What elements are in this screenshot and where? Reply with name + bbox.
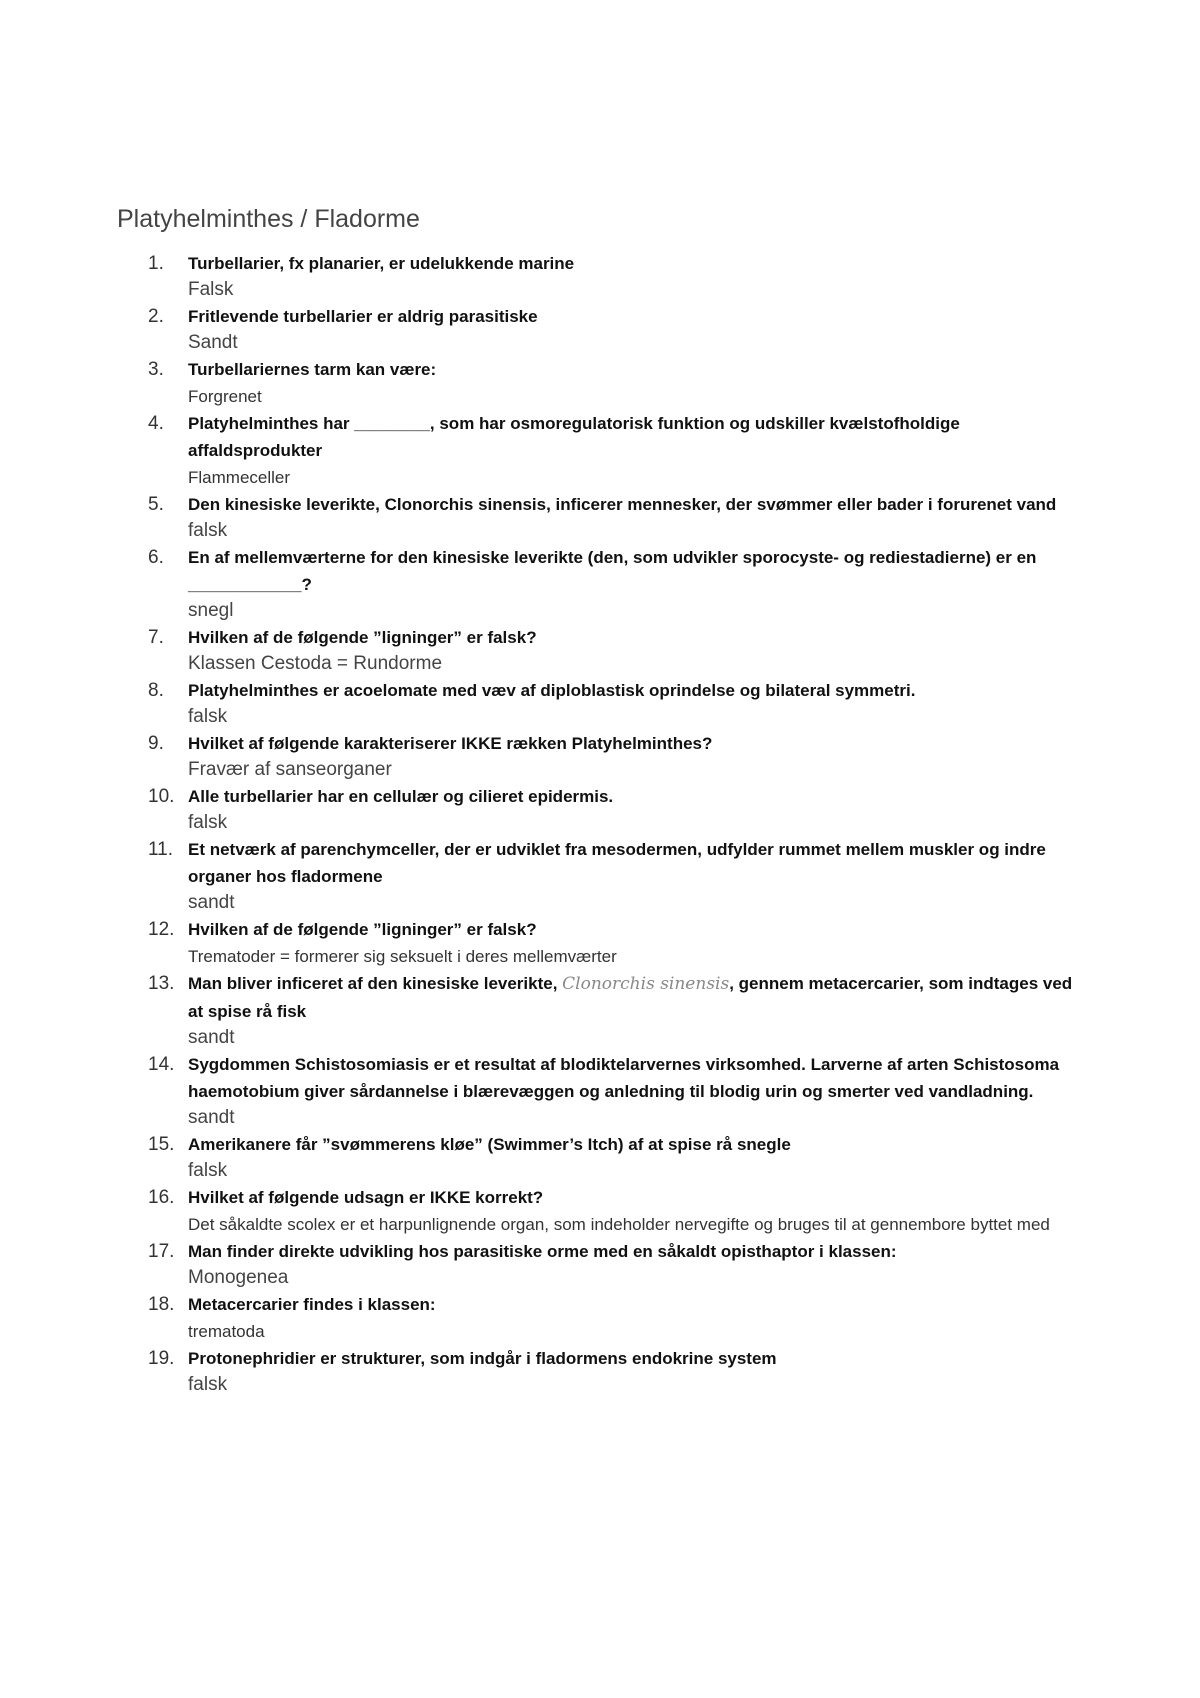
- question-text: Man finder direkte udvikling hos parasitiske orme med en såkaldt opisthaptor i klassen:: [188, 1242, 897, 1261]
- answer-text: sandt: [188, 1107, 235, 1128]
- question-item: [0, 544, 1200, 624]
- question-item: [0, 1184, 1200, 1238]
- answer-text: falsk: [188, 520, 228, 541]
- question-item: [0, 303, 1200, 356]
- question-text: En af mellemværterne for den kinesiske leverikte (den, som udvikler sporocyste- og rediestadierne) er en ____________?: [188, 548, 1037, 594]
- question-number: 13.: [148, 973, 175, 994]
- question-text: Turbellarier, fx planarier, er udelukkende marine: [188, 254, 575, 273]
- answer-text: falsk: [188, 706, 228, 727]
- question-number: 1.: [148, 253, 164, 274]
- species-name: Clonorchis sinensis: [562, 974, 730, 994]
- question-text: Metacercarier findes i klassen:: [188, 1295, 436, 1314]
- question-item: [0, 1345, 1200, 1398]
- question-item: [0, 1051, 1200, 1131]
- answer-text: Det såkaldte scolex er et harpunlignende organ, som indeholder nervegifte og bruges til at gennembore byttet med: [188, 1215, 1050, 1234]
- answer-text: falsk: [188, 812, 228, 833]
- question-number: 17.: [148, 1241, 175, 1262]
- answer-text: Sandt: [188, 332, 238, 353]
- question-number: 14.: [148, 1054, 175, 1075]
- answer-text: sandt: [188, 892, 235, 913]
- answer-text: falsk: [188, 1374, 228, 1395]
- question-number: 9.: [148, 733, 164, 754]
- question-text-part: Man bliver inficeret af den kinesiske leverikte,: [188, 974, 563, 993]
- question-number: 11.: [148, 839, 174, 860]
- answer-text: Trematoder = formerer sig seksuelt i deres mellemværter: [188, 947, 617, 966]
- question-text: [188, 970, 1088, 1025]
- question-text: Hvilket af følgende udsagn er IKKE korrekt?: [188, 1188, 544, 1207]
- question-text: Amerikanere får ”svømmerens kløe” (Swimmer’s Itch) af at spise rå snegle: [188, 1135, 791, 1154]
- question-number: 19.: [148, 1348, 175, 1369]
- question-number: 10.: [148, 786, 175, 807]
- question-text: Alle turbellarier har en cellulær og cilieret epidermis.: [188, 787, 614, 806]
- question-number: 6.: [148, 547, 164, 568]
- question-number: 5.: [148, 494, 164, 515]
- question-number: 7.: [148, 627, 164, 648]
- answer-text: Falsk: [188, 279, 234, 300]
- answer-text: Fravær af sanseorganer: [188, 759, 392, 780]
- question-number: 18.: [148, 1294, 175, 1315]
- question-text: Platyhelminthes har ________, som har osmoregulatorisk funktion og udskiller kvælstofholdige affaldsprodukter: [188, 414, 960, 460]
- question-text-part: , gennem metacercarier, som indtages ved at spise rå fisk: [188, 974, 1073, 1021]
- question-number: 16.: [148, 1187, 175, 1208]
- question-item: [0, 250, 1200, 303]
- question-text: Hvilken af de følgende ”ligninger” er falsk?: [188, 920, 537, 939]
- question-text: Hvilket af følgende karakteriserer IKKE rækken Platyhelminthes?: [188, 734, 713, 753]
- question-text: Platyhelminthes er acoelomate med væv af diploblastisk oprindelse og bilateral symmetri.: [188, 681, 916, 700]
- question-item: [0, 916, 1200, 970]
- answer-text: Forgrenet: [188, 387, 262, 406]
- question-item: [0, 1291, 1200, 1345]
- question-text: Et netværk af parenchymceller, der er udviklet fra mesodermen, udfylder rummet mellem muskler og indre organer hos fladormene: [188, 840, 1046, 886]
- question-text: Sygdommen Schistosomiasis er et resultat af blodiktelarvernes virksomhed. Larverne af arten Schistosoma haemotobium giver sårdannelse i blærevæggen og anledning til blodig urin og smerter ved vandladning.: [188, 1055, 1060, 1101]
- question-item: [0, 836, 1200, 916]
- question-item: [0, 624, 1200, 677]
- question-number: 3.: [148, 359, 164, 380]
- question-text: Hvilken af de følgende ”ligninger” er falsk?: [188, 628, 537, 647]
- question-item: [0, 356, 1200, 410]
- answer-text: Monogenea: [188, 1267, 289, 1288]
- question-number: 2.: [148, 306, 164, 327]
- question-item: [0, 970, 1200, 1051]
- question-list: [0, 250, 1200, 1398]
- answer-text: Klassen Cestoda = Rundorme: [188, 653, 443, 674]
- answer-text: Flammeceller: [188, 468, 291, 487]
- question-text: Fritlevende turbellarier er aldrig parasitiske: [188, 307, 538, 326]
- question-item: [0, 1131, 1200, 1184]
- question-number: 12.: [148, 919, 175, 940]
- question-text: Den kinesiske leverikte, Clonorchis sinensis, inficerer mennesker, der svømmer eller bader i forurenet vand: [188, 495, 1057, 514]
- page-title: Platyhelminthes / Fladorme: [117, 205, 420, 233]
- question-item: [0, 1238, 1200, 1291]
- question-item: [0, 730, 1200, 783]
- question-item: [0, 410, 1200, 491]
- answer-text: sandt: [188, 1027, 235, 1048]
- answer-text: snegl: [188, 600, 234, 621]
- question-item: [0, 677, 1200, 730]
- question-item: [0, 783, 1200, 836]
- question-text: Protonephridier er strukturer, som indgår i fladormens endokrine system: [188, 1349, 777, 1368]
- question-text: Turbellariernes tarm kan være:: [188, 360, 437, 379]
- question-item: [0, 491, 1200, 544]
- question-number: 15.: [148, 1134, 175, 1155]
- answer-text: falsk: [188, 1160, 228, 1181]
- question-number: 4.: [148, 413, 164, 434]
- answer-text: trematoda: [188, 1322, 265, 1341]
- question-number: 8.: [148, 680, 164, 701]
